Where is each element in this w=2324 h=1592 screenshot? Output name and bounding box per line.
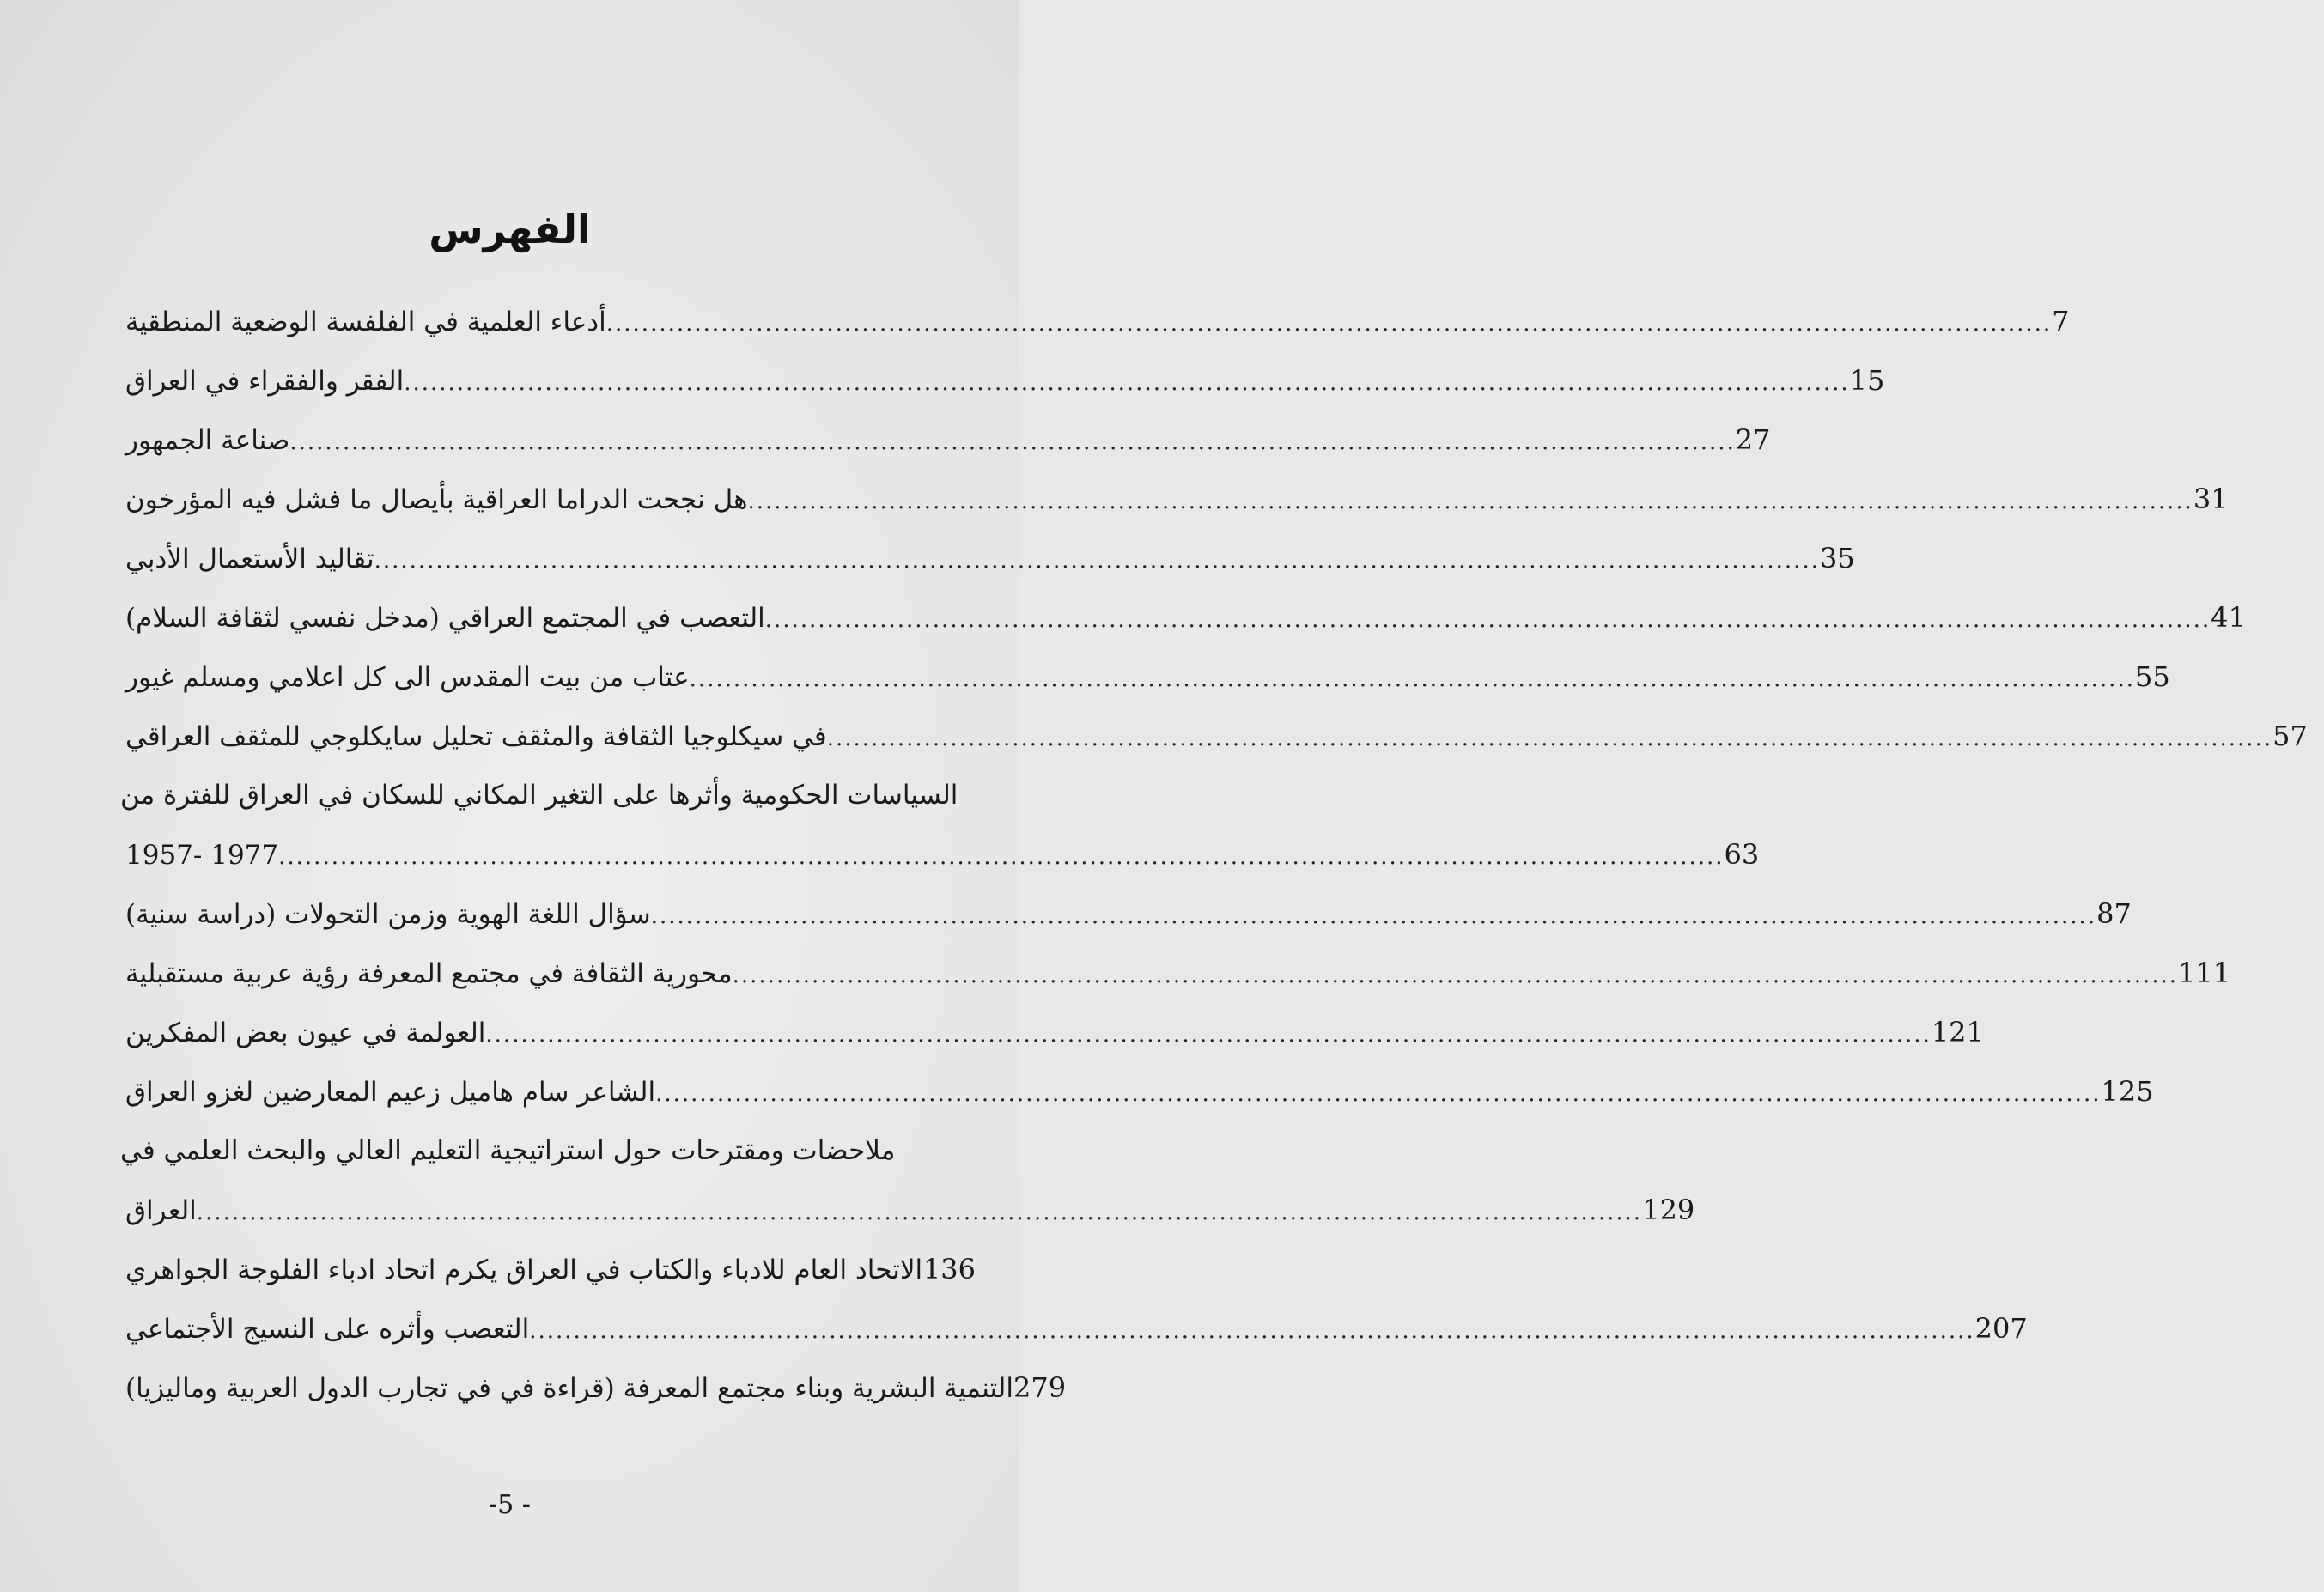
toc-entry-page: 35 bbox=[1819, 542, 1855, 574]
toc-entry-title: السياسات الحكومية وأثرها على التغير المكاني للسكان في العراق للفترة من bbox=[120, 780, 958, 811]
leader-dots: .................................................................................................................................................................... bbox=[278, 844, 1725, 870]
toc-entry-page: 31 bbox=[2193, 483, 2229, 515]
toc-entry-6 bbox=[120, 588, 2246, 647]
toc-entry-title-continued: العراق bbox=[125, 1195, 197, 1226]
leader-dots: .................................................................................................................................................................... bbox=[826, 726, 2273, 751]
toc-entry-page: 207 bbox=[1974, 1312, 2028, 1345]
toc-entry-14-line-2 bbox=[120, 1181, 1695, 1240]
toc-entry-title: الشاعر سام هاميل زعيم المعارضين لغزو العراق bbox=[125, 1077, 656, 1108]
leader-dots: .................................................................................................................................................................... bbox=[374, 548, 1820, 574]
toc-entry-14-line-1 bbox=[120, 1121, 979, 1181]
toc-entry-12 bbox=[120, 1003, 1984, 1062]
toc-entry-11 bbox=[120, 944, 2231, 1003]
toc-entry-3 bbox=[120, 410, 1771, 470]
leader-dots: .................................................................................................................................................................... bbox=[605, 311, 2053, 337]
table-of-contents bbox=[120, 292, 2308, 1418]
toc-entry-16 bbox=[120, 1299, 2028, 1358]
toc-entry-title: أدعاء العلمية في الفلفسة الوضعية المنطقية bbox=[125, 307, 606, 337]
toc-entry-7 bbox=[120, 647, 2170, 707]
toc-entry-page: 63 bbox=[1724, 838, 1760, 871]
toc-entry-title: العولمة في عيون بعض المفكرين bbox=[125, 1018, 486, 1048]
leader-dots: .................................................................................................................................................................... bbox=[655, 1081, 2102, 1107]
toc-entry-2 bbox=[120, 351, 1885, 410]
leader-dots: .................................................................................................................................................................... bbox=[485, 1022, 1932, 1048]
toc-entry-5 bbox=[120, 529, 1855, 588]
toc-entry-page: 55 bbox=[2134, 660, 2170, 693]
toc-entry-8 bbox=[120, 707, 2308, 766]
toc-entry-13 bbox=[120, 1062, 2154, 1121]
toc-entry-17 bbox=[120, 1358, 1067, 1418]
toc-entry-page: 15 bbox=[1849, 364, 1885, 397]
leader-dots: .................................................................................................................................................................... bbox=[404, 370, 1850, 396]
toc-entry-page: 136 bbox=[922, 1253, 976, 1285]
toc-entry-title: صناعة الجمهور bbox=[125, 425, 290, 456]
toc-entry-title: محورية الثقافة في مجتمع المعرفة رؤية عربية مستقبلية bbox=[125, 958, 733, 989]
toc-entry-page: 27 bbox=[1735, 423, 1771, 456]
leader-dots bbox=[922, 1243, 923, 1302]
page-title: الفهرس bbox=[429, 206, 591, 252]
toc-entry-page: 111 bbox=[2178, 957, 2231, 989]
toc-entry-page: 41 bbox=[2211, 601, 2246, 634]
toc-entry-page: 125 bbox=[2101, 1075, 2154, 1108]
toc-entry-15 bbox=[120, 1240, 979, 1299]
toc-entry-9-line-1 bbox=[120, 766, 979, 825]
toc-entry-title: تقاليد الأستعمال الأدبي bbox=[125, 544, 374, 574]
toc-entry-page: 129 bbox=[1642, 1194, 1695, 1226]
toc-entry-10 bbox=[120, 884, 2132, 944]
toc-entry-title-continued: 1957- 1977 bbox=[125, 840, 279, 871]
leader-dots: .................................................................................................................................................................... bbox=[747, 489, 2193, 514]
toc-entry-page: 57 bbox=[2272, 720, 2308, 752]
toc-entry-9-line-2 bbox=[120, 825, 1760, 884]
toc-entry-4 bbox=[120, 470, 2229, 529]
toc-entry-1 bbox=[120, 292, 2070, 351]
toc-entry-title: ملاحضات ومقترحات حول استراتيجية التعليم العالي والبحث العلمي في bbox=[120, 1135, 896, 1166]
leader-dots: .................................................................................................................................................................... bbox=[764, 607, 2211, 633]
toc-entry-page: 279 bbox=[1013, 1371, 1067, 1404]
toc-entry-page: 7 bbox=[2052, 305, 2070, 337]
toc-entry-title: سؤال اللغة الهوية وزمن التحولات (دراسة سنية) bbox=[125, 899, 651, 930]
toc-entry-page: 121 bbox=[1931, 1016, 1984, 1048]
toc-entry-title: هل نجحت الدراما العراقية بأيصال ما فشل فيه المؤرخون bbox=[125, 484, 748, 515]
toc-entry-title: الفقر والفقراء في العراق bbox=[125, 366, 405, 397]
leader-dots: .................................................................................................................................................................... bbox=[689, 666, 2135, 692]
toc-entry-title: التنمية البشرية وبناء مجتمع المعرفة (قراءة في في تجارب الدول العربية وماليزيا) bbox=[125, 1373, 1013, 1404]
leader-dots: .................................................................................................................................................................... bbox=[529, 1318, 1975, 1344]
toc-entry-title: التعصب في المجتمع العراقي (مدخل نفسي لثقافة السلام) bbox=[125, 603, 765, 634]
leader-dots: .................................................................................................................................................................... bbox=[650, 903, 2097, 929]
leader-dots: .................................................................................................................................................................... bbox=[196, 1200, 1643, 1225]
leader-dots: .................................................................................................................................................................... bbox=[732, 963, 2179, 988]
toc-entry-title: عتاب من بيت المقدس الى كل اعلامي ومسلم غيور bbox=[125, 662, 690, 693]
toc-entry-title: التعصب وأثره على النسيج الأجتماعي bbox=[125, 1314, 530, 1345]
page-number: -5 - bbox=[489, 1490, 531, 1520]
toc-entry-title: في سيكلوجيا الثقافة والمثقف تحليل سايكلوجي للمثقف العراقي bbox=[125, 721, 827, 752]
toc-entry-page: 87 bbox=[2096, 897, 2132, 930]
toc-entry-title: الاتحاد العام للادباء والكتاب في العراق يكرم اتحاد ادباء الفلوجة الجواهري bbox=[125, 1255, 923, 1285]
leader-dots: .................................................................................................................................................................... bbox=[289, 429, 1736, 455]
